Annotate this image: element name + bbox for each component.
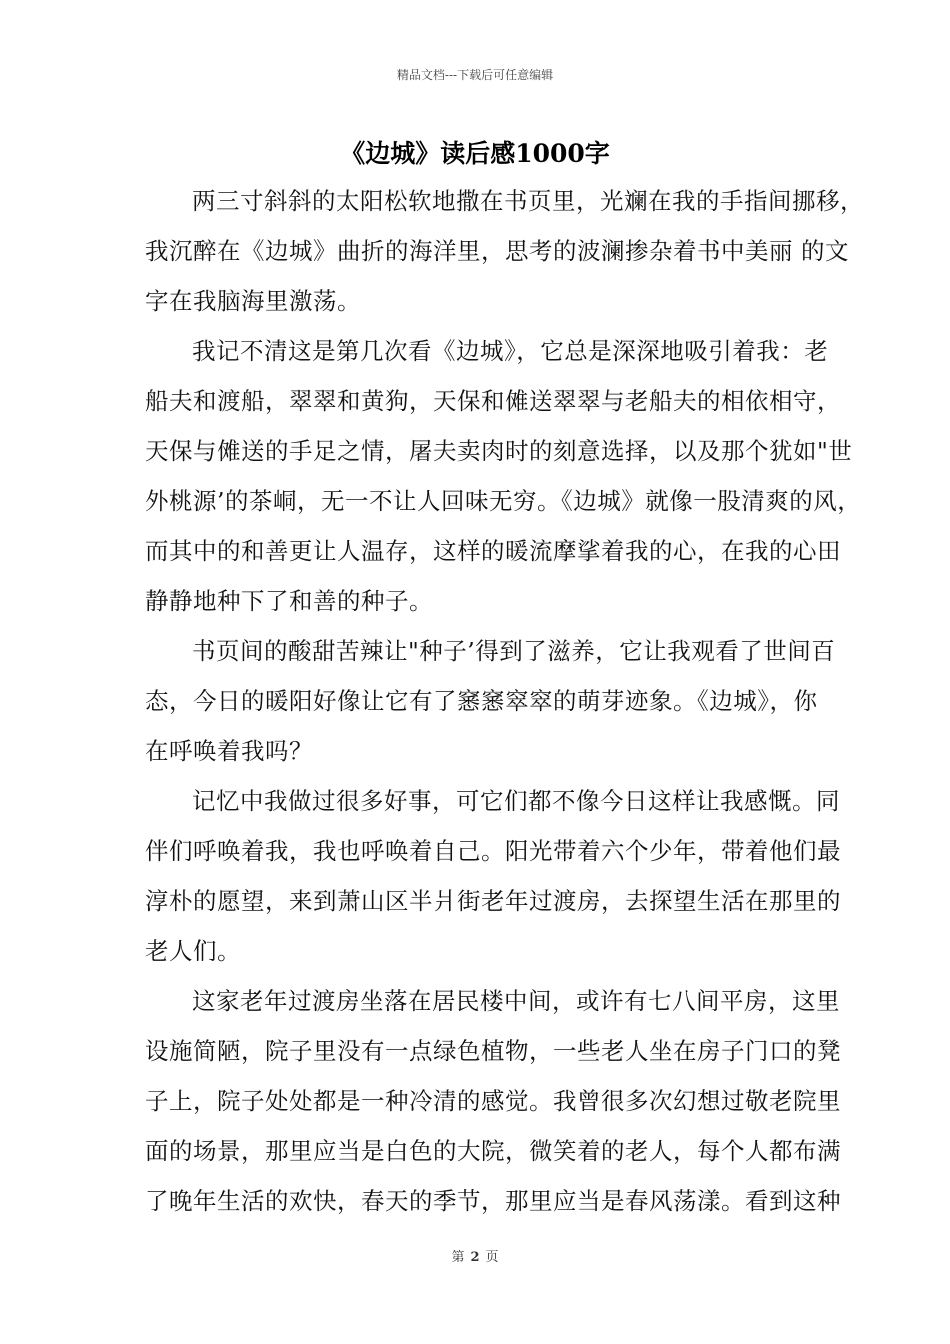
page-footer bbox=[0, 1246, 950, 1265]
paragraph-line: 外桃源’的茶峒，无一不让人回味无穷。《边城》就像一股清爽的风， bbox=[145, 487, 862, 515]
paragraph-line: 静静地种下了和善的种子。 bbox=[145, 587, 433, 615]
page-number: 2 bbox=[470, 1250, 480, 1265]
paragraph-line: 船夫和渡船，翠翠和黄狗，天保和傩送翠翠与老船夫的相依相守， bbox=[145, 387, 841, 415]
page-header: 精品文档---下载后可任意编辑 bbox=[396, 68, 554, 82]
document-title: 《边城》读后感1000字 bbox=[340, 139, 610, 168]
paragraph-line: 设施简陋，院子里没有一点绿色植物，一些老人坐在房子门口的凳 bbox=[145, 1037, 841, 1065]
paragraph-line: 而其中的和善更让人温存，这样的暖流摩挲着我的心，在我的心田 bbox=[145, 537, 841, 565]
paragraph bbox=[145, 626, 836, 776]
paragraph-line: 在呼唤着我吗？ bbox=[145, 737, 313, 765]
paragraph bbox=[145, 326, 862, 626]
paragraph-line: 态，今日的暖阳好像让它有了窸窸窣窣的萌芽迹象。《边城》，你 bbox=[145, 687, 818, 715]
paragraph-line: 两三寸斜斜的太阳松软地撒在书页里，光斓在我的手指间挪移， bbox=[192, 187, 864, 215]
paragraph-line: 老人们。 bbox=[145, 937, 241, 965]
paragraph-line: 记忆中我做过很多好事，可它们都不像今日这样让我感慨。同 bbox=[192, 787, 840, 815]
paragraph-line: 我沉醉在《边城》曲折的海洋里，思考的波澜掺杂着书中美丽 的文 bbox=[145, 237, 849, 265]
paragraph bbox=[145, 776, 841, 976]
paragraph-line: 子上，院子处处都是一种冷清的感觉。我曾很多次幻想过敬老院里 bbox=[145, 1087, 841, 1115]
paragraph-line: 天保与傩送的手足之情，屠夫卖肉时的刻意选择，以及那个犹如"世 bbox=[145, 437, 853, 465]
footer-suffix: 页 bbox=[485, 1250, 499, 1265]
paragraph-line: 书页间的酸甜苦辣让"种子’得到了滋养，它让我观看了世间百 bbox=[192, 637, 836, 665]
paragraph-line: 我记不清这是第几次看《边城》，它总是深深地吸引着我：老 bbox=[192, 337, 829, 365]
paragraph-line: 淳朴的愿望，来到萧山区半爿街老年过渡房，去探望生活在那里的 bbox=[145, 887, 841, 915]
paragraph-line: 字在我脑海里激荡。 bbox=[145, 287, 361, 315]
paragraph-line: 伴们呼唤着我，我也呼唤着自己。阳光带着六个少年，带着他们最 bbox=[145, 837, 841, 865]
document-body bbox=[145, 176, 864, 1226]
paragraph-line: 这家老年过渡房坐落在居民楼中间，或许有七八间平房，这里 bbox=[192, 987, 840, 1015]
paragraph-line: 了晚年生活的欢快，春天的季节，那里应当是春风荡漾。看到这种 bbox=[145, 1187, 841, 1215]
footer-prefix: 第 bbox=[451, 1250, 465, 1265]
paragraph bbox=[145, 976, 841, 1226]
paragraph-line: 面的场景，那里应当是白色的大院，微笑着的老人，每个人都布满 bbox=[145, 1137, 841, 1165]
paragraph bbox=[145, 176, 864, 326]
